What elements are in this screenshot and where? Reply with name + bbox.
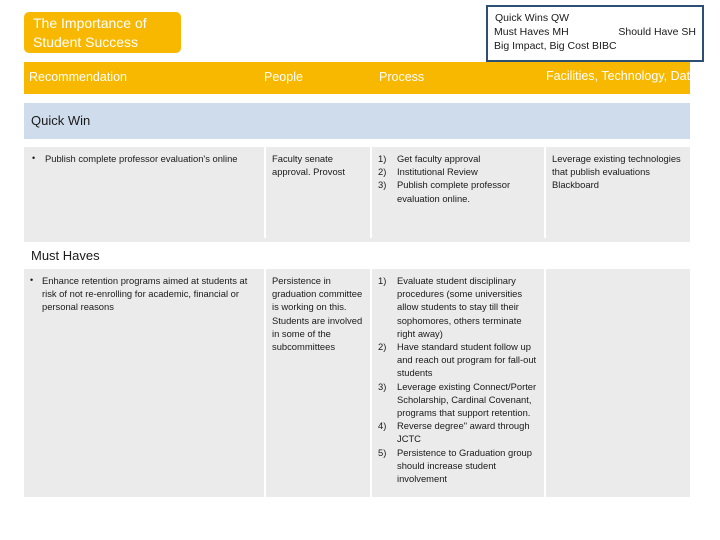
process-list	[378, 152, 538, 205]
section-label: Quick Win	[31, 113, 91, 128]
table-cell-people	[266, 147, 370, 238]
list-item: 5) Persistence to Graduation group should increase student involvement	[378, 446, 532, 485]
table-cell-facilities	[546, 269, 690, 497]
recommendation-list	[30, 274, 258, 314]
column-header-facilities: Facilities, Technology, Data	[546, 69, 698, 83]
slide-title-line-2: Student Success	[33, 34, 139, 50]
table-cell-process	[372, 147, 544, 238]
table-cell-people	[266, 269, 370, 497]
list-item: 1) Evaluate student disciplinary procedures (some universities allow students to stay till their sophomores, others terminate right away)	[378, 275, 523, 339]
column-header-process: Process	[379, 70, 425, 84]
legend-must-haves: Must Haves MH	[494, 26, 569, 38]
list-item: • Enhance retention programs aimed at students at risk of not re-enrolling for academic, financial or personal reasons	[30, 275, 248, 313]
legend-quick-wins: Quick Wins QW	[495, 12, 570, 24]
list-item: 1) Get faculty approval	[378, 153, 481, 164]
legend-row-1	[494, 11, 696, 25]
slide-title-line-1: The Importance of	[33, 15, 147, 31]
table-cell-process	[372, 269, 544, 497]
list-item: • Publish complete professor evaluation's online	[32, 153, 238, 164]
table-cell-recommendation	[24, 147, 264, 238]
legend-box	[486, 5, 704, 62]
section-quick-win	[24, 103, 690, 139]
legend-row-3	[494, 39, 696, 53]
section-must-haves	[24, 242, 690, 267]
list-item: 3) Publish complete professor evaluation online.	[378, 179, 511, 204]
legend-big-impact: Big Impact, Big Cost BIBC	[494, 40, 617, 52]
list-item: 2) Have standard student follow up and reach out program for fall-out students	[378, 341, 537, 379]
section-label: Must Haves	[31, 248, 100, 263]
process-list	[378, 274, 538, 485]
list-item: 4) Reverse degree" award through JCTC	[378, 420, 530, 445]
recommendation-list	[30, 152, 258, 165]
people-text: Faculty senate approval. Provost	[272, 153, 345, 178]
list-item: 2) Institutional Review	[378, 166, 478, 178]
table-cell-recommendation	[24, 269, 264, 497]
bullet-icon: •	[32, 153, 36, 163]
table-cell-facilities	[546, 147, 690, 238]
bullet-icon: •	[30, 275, 34, 285]
table-header	[24, 62, 698, 94]
facilities-text: Leverage existing technologies that publish evaluations Blackboard	[552, 153, 681, 191]
slide-title	[24, 12, 181, 53]
people-text: Persistence in graduation committee is working on this. Students are involved in some of the subcommittees	[272, 275, 363, 353]
column-header-people: People	[264, 70, 303, 84]
column-header-recommendation: Recommendation	[29, 70, 127, 84]
legend-should-have: Should Have SH	[618, 26, 696, 38]
legend-row-2	[494, 25, 696, 39]
list-item: 3) Leverage existing Connect/Porter Scholarship, Cardinal Covenant, programs that support retention.	[378, 380, 537, 419]
